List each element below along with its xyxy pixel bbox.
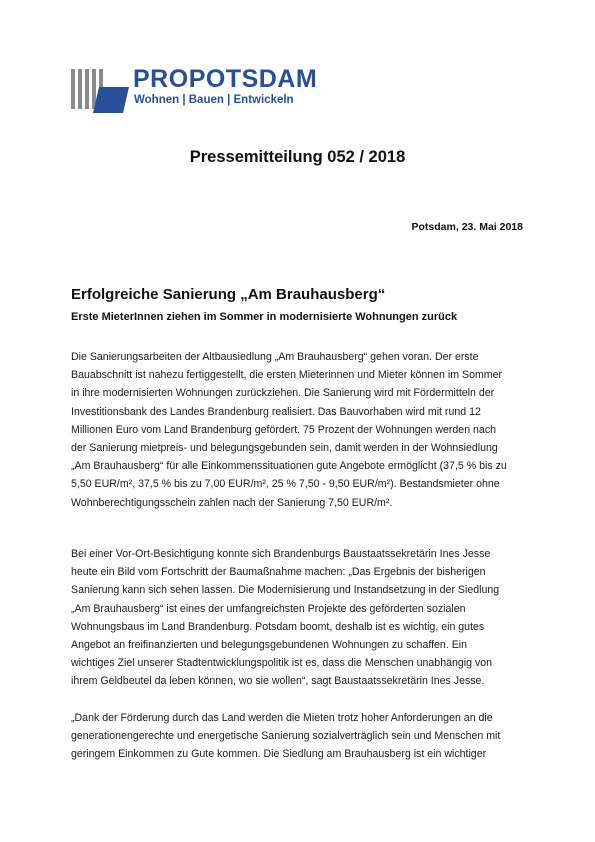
logo-wordmark <box>133 65 317 94</box>
text-line: „Dank der Förderung durch das Land werden die Mieten trotz hoher Anforderungen an die <box>71 712 493 724</box>
text-line: wichtiges Ziel unserer Stadtentwicklungspolitik ist es, dass die Menschen unabhängig von <box>71 657 493 670</box>
text-line: Investitionsbank des Landes Brandenburg realisiert. Das Bauvorhaben wird mit rund 12 <box>71 405 481 418</box>
logo-mark-icon <box>71 69 129 113</box>
text-line: Wohnungsbaus im Land Brandenburg. Potsdam boomt, deshalb ist es wichtig, ein gutes <box>71 620 485 633</box>
text-line: in ihre modernisierten Wohnungen zurückziehen. Die Sanierung wird mit Fördermitteln der <box>71 387 495 400</box>
paragraph-2 <box>71 545 527 691</box>
text-line: der Sanierung mietpreis- und belegungsgebunden sein, damit werden in der Wohnsiedlung <box>71 441 498 454</box>
logo-word-pro: PRO <box>133 65 189 93</box>
logo-word-potsdam: POTSDAM <box>188 65 318 93</box>
text-line: generationengerechte und energetische Sanierung sozialverträglich sein und Menschen mit <box>71 730 501 743</box>
text-line: Bauabschnitt ist nahezu fertiggestellt, die ersten Mieterinnen und Mieter können im Sommer <box>71 369 503 382</box>
text-line: ihrem Geldbeutel da leben können, wo sie wollen“, sagt Baustaatssekretärin Ines Jesse. <box>71 675 485 688</box>
text-line: Bei einer Vor-Ort-Besichtigung konnte sich Brandenburgs Baustaatssekretärin Ines Jesse <box>71 548 491 560</box>
text-line: heute ein Bild vom Fortschritt der Baumaßnahme machen: „Das Ergebnis der bisherigen <box>71 566 486 579</box>
dateline: Potsdam, 23. Mai 2018 <box>411 221 523 233</box>
text-line: Die Sanierungsarbeiten der Altbausiedlung „Am Brauhausberg“ gehen voran. Der erste <box>71 351 479 363</box>
text-line: Millionen Euro vom Land Brandenburg gefördert. 75 Prozent der Wohnungen werden nach <box>71 423 497 436</box>
paragraph-1 <box>71 348 527 512</box>
text-line: Angebot an freifinanzierten und belegungsgebundenen Wohnungen zu schaffen. Ein <box>71 638 468 651</box>
document-title: Pressemitteilung 052 / 2018 <box>189 148 406 166</box>
text-line: Sanierung kann sich sehen lassen. Die Modernisierung und Instandsetzung in der Siedlung <box>71 584 500 597</box>
text-line: geringem Einkommen zu Gute kommen. Die Siedlung am Brauhausberg ist ein wichtiger <box>71 748 487 761</box>
propotsdam-logo <box>71 65 318 113</box>
subheadline: Erste MieterInnen ziehen im Sommer in modernisierte Wohnungen zurück <box>71 311 458 323</box>
text-line: 5,50 EUR/m², 37,5 % bis zu 7,00 EUR/m², 25 % 7,50 - 9,50 EUR/m²). Bestandsmieter ohne <box>71 478 500 491</box>
paragraph-3 <box>71 709 527 764</box>
text-line: „Am Brauhausberg“ für alle Einkommenssituationen gute Angebote ermöglicht (37,5 % bis zu <box>71 460 507 473</box>
headline: Erfolgreiche Sanierung „Am Brauhausberg“ <box>71 286 386 303</box>
logo-tagline: Wohnen | Bauen | Entwickeln <box>134 94 294 106</box>
text-line: „Am Brauhausberg“ ist eines der umfangreichsten Projekte des geförderten sozialen <box>71 602 466 615</box>
text-line: Wohnberechtigungsschein zahlen nach der Sanierung 7,50 EUR/m². <box>71 496 393 509</box>
